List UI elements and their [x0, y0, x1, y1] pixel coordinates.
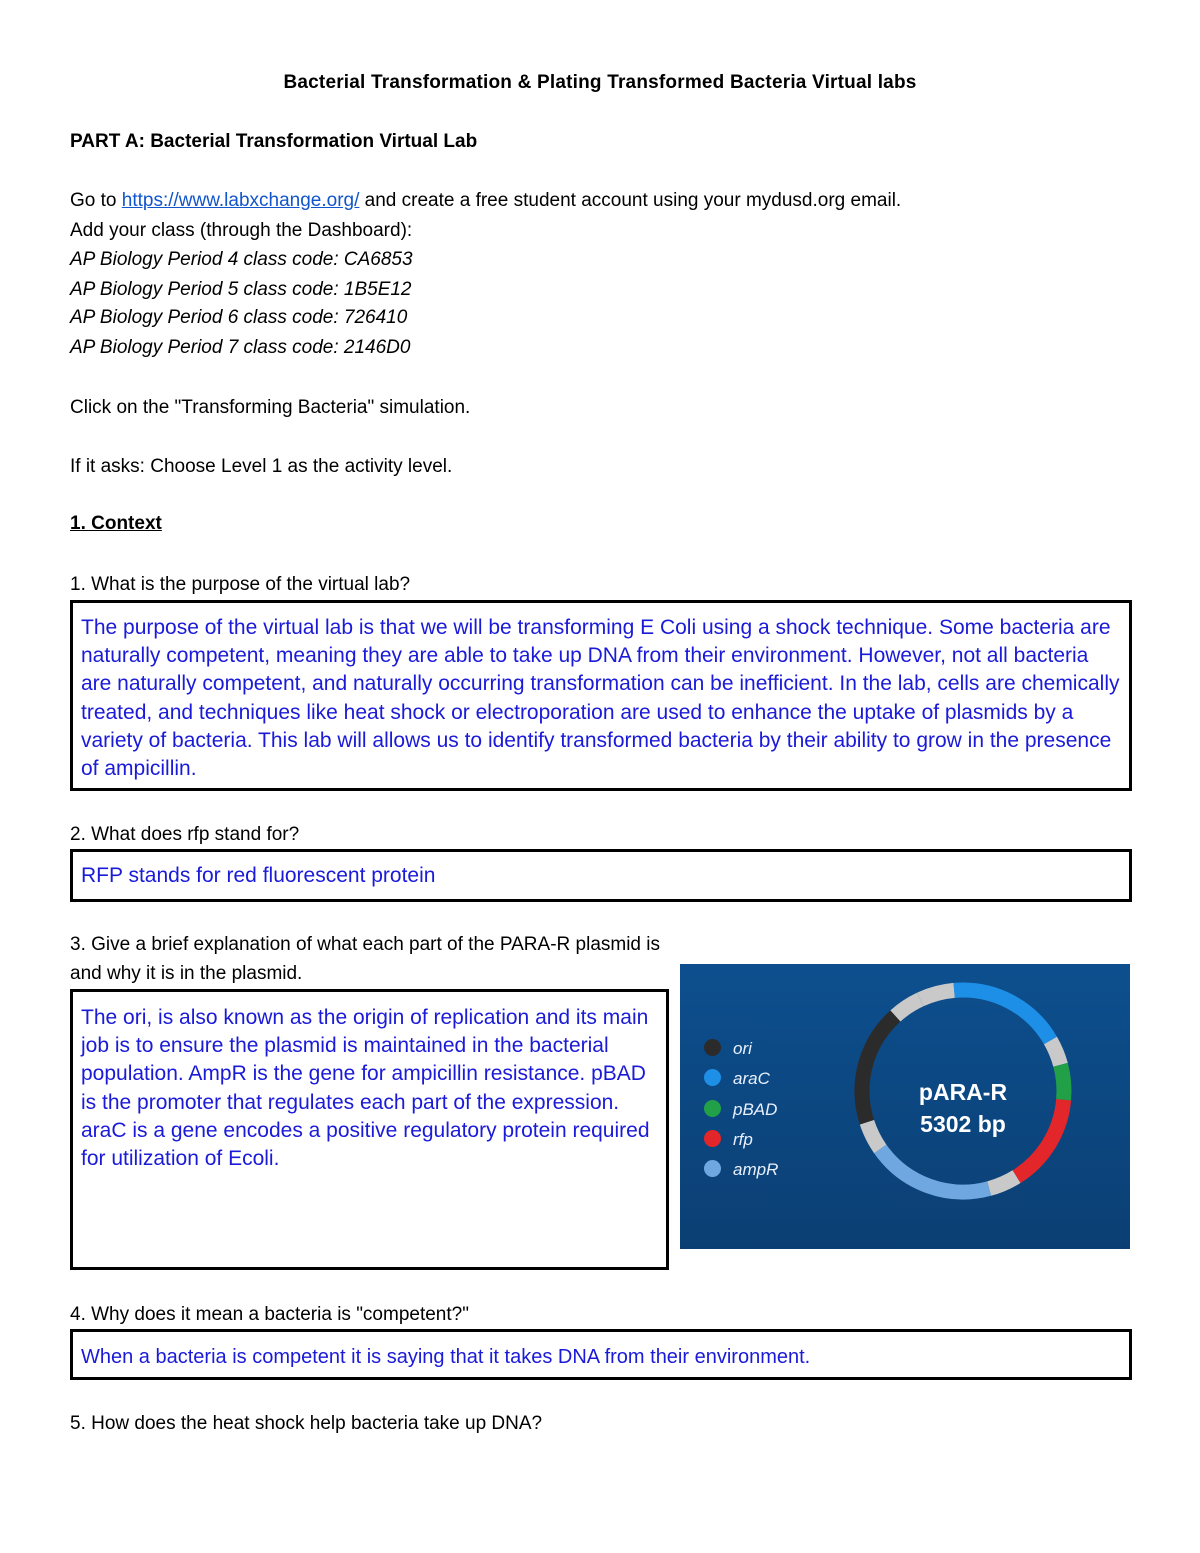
intro-goto-line [70, 186, 901, 215]
question-3: 3. Give a brief explanation of what each part of the PARA-R plasmid is and why it is in the plasmid. [70, 934, 661, 984]
class-code-line: AP Biology Period 7 class code: 2146D0 [70, 337, 411, 358]
document-title: Bacterial Transformation & Plating Transformed Bacteria Virtual labs [283, 72, 917, 93]
ring-segment-gap [989, 1177, 1016, 1189]
ring-segment-araC [954, 990, 1050, 1041]
class-code-line: AP Biology Period 5 class code: 1B5E12 [70, 279, 412, 300]
class-code-line: AP Biology Period 6 class code: 726410 [70, 307, 408, 328]
answer-box-2[interactable] [70, 849, 1132, 902]
answer-3-text: The ori, is also known as the origin of replication and its main job is to ensure the plasmid is maintained in the bacterial population. AmpR is the gene for ampicillin resistance. pBAD is the promoter that regulates each part of the expression. araC is a gene encodes a positive regulatory protein required for utilization of Ecoli. [81, 1006, 650, 1171]
ring-segment-gap [920, 990, 954, 999]
answer-1-text: The purpose of the virtual lab is that we will be transforming E Coli using a shock technique. Some bacteria are naturally competent, meaning they are able to take up DNA from their environment. However, not all bacteria are naturally competent, and naturally occurring transformation can be inefficient. In the lab, cells are chemically treated, and techniques like heat shock or electroporation are used to enhance the uptake of plasmids by a variety of bacteria. This lab will allows us to identify transformed bacteria by their ability to grow in the presence of ampicillin. [81, 616, 1120, 781]
answer-box-3[interactable] [70, 989, 669, 1270]
ring-segment-gap [867, 1122, 880, 1149]
answer-box-1[interactable] [70, 600, 1132, 791]
goto-text: Go to [70, 190, 122, 211]
legend-ori-label: ori [733, 1039, 752, 1058]
ring-segment-gap [1050, 1041, 1060, 1065]
question-1: 1. What is the purpose of the virtual lab? [70, 574, 411, 595]
answer-2-text: RFP stands for red fluorescent protein [81, 864, 436, 887]
level-text: If it asks: Choose Level 1 as the activity level. [70, 456, 453, 477]
plasmid-ring-svg [680, 964, 1130, 1249]
answer-4-text: When a bacteria is competent it is saying that it takes DNA from their environment. [81, 1346, 811, 1368]
class-code-line: AP Biology Period 4 class code: CA6853 [70, 249, 413, 270]
goto-after-link: and create a free student account using your mydusd.org email. [359, 190, 902, 211]
ring-segment-rfp [1017, 1100, 1064, 1177]
ring-segment-ori [862, 1016, 895, 1122]
labxchange-link[interactable]: https://www.labxchange.org/ [121, 190, 360, 211]
question-4: 4. Why does it mean a bacteria is "competent?" [70, 1304, 469, 1325]
legend-pbad-label: pBAD [733, 1100, 778, 1119]
click-simulation-text: Click on the "Transforming Bacteria" simulation. [70, 397, 471, 418]
ring-segment-ampR [880, 1149, 989, 1192]
plasmid-name: pARA-R [918, 1079, 1008, 1105]
question-5: 5. How does the heat shock help bacteria take up DNA? [70, 1413, 543, 1434]
question-2: 2. What does rfp stand for? [70, 824, 300, 845]
legend-arac-label: araC [733, 1069, 770, 1088]
context-heading: 1. Context [70, 513, 162, 534]
ring-segment-pBAD [1061, 1065, 1064, 1100]
answer-box-4[interactable] [70, 1329, 1132, 1380]
part-a-heading: PART A: Bacterial Transformation Virtual Lab [70, 131, 478, 152]
plasmid-size: 5302 bp [920, 1111, 1006, 1137]
legend-ampr-label: ampR [733, 1160, 779, 1179]
ring-segment-gap [895, 999, 920, 1015]
legend-rfp-label: rfp [733, 1130, 753, 1149]
plasmid-map-image [680, 964, 1130, 1249]
add-class-text: Add your class (through the Dashboard): [70, 220, 413, 241]
